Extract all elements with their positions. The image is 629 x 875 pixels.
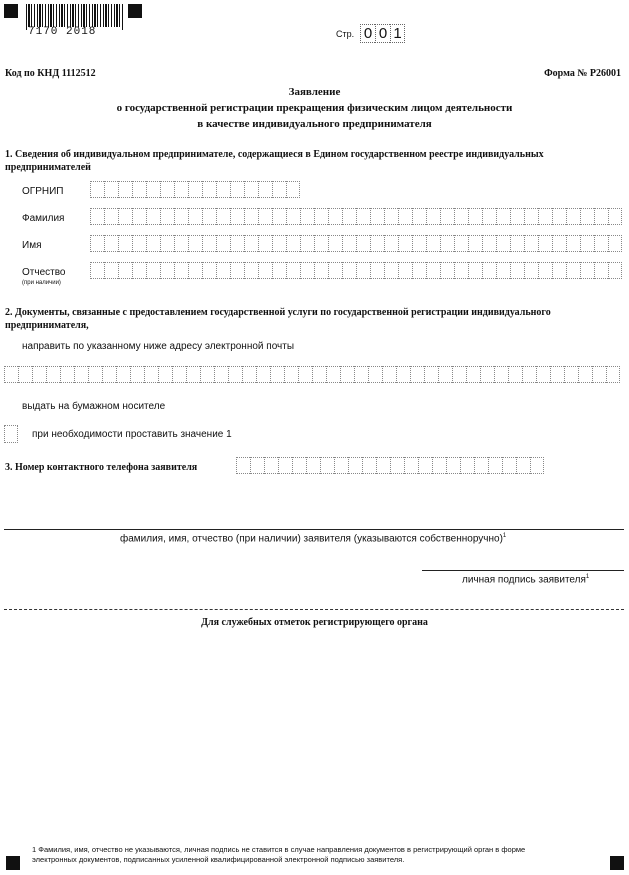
entry-cell[interactable] (258, 208, 272, 225)
entry-cell[interactable] (356, 208, 370, 225)
page-digit: 1 (390, 24, 405, 43)
entry-cell[interactable] (244, 208, 258, 225)
entry-cell[interactable] (132, 235, 146, 252)
entry-cell[interactable] (524, 262, 538, 279)
entry-cell[interactable] (580, 235, 594, 252)
entry-cell[interactable] (608, 208, 622, 225)
entry-cell[interactable] (412, 208, 426, 225)
entry-cell[interactable] (188, 208, 202, 225)
entry-cell[interactable] (104, 181, 118, 198)
entry-cell[interactable] (496, 262, 510, 279)
entry-cell[interactable] (160, 208, 174, 225)
entry-cell[interactable] (300, 235, 314, 252)
entry-cell[interactable] (396, 366, 410, 383)
fio-caption (120, 533, 506, 544)
entry-cell[interactable] (370, 262, 384, 279)
entry-cell[interactable] (482, 235, 496, 252)
surname-field[interactable] (90, 208, 622, 225)
entry-cell[interactable] (426, 208, 440, 225)
entry-cell[interactable] (356, 235, 370, 252)
entry-cell[interactable] (334, 457, 348, 474)
entry-cell[interactable] (426, 235, 440, 252)
entry-cell[interactable] (314, 235, 328, 252)
page-digit: 0 (375, 24, 390, 43)
entry-cell[interactable] (160, 235, 174, 252)
entry-cell[interactable] (216, 208, 230, 225)
sign-caption-text: личная подпись заявителя (462, 574, 586, 586)
personal-signature-line (422, 570, 624, 571)
entry-cell[interactable] (580, 208, 594, 225)
entry-cell[interactable] (306, 457, 320, 474)
sign-footnote-ref: 1 (585, 574, 590, 580)
entry-cell[interactable] (496, 208, 510, 225)
section1-heading: 1. Сведения об индивидуальном предпринимателе, содержащиеся в Едином государственном реестре индивидуальных предпринимателей (5, 149, 544, 173)
entry-cell[interactable] (342, 262, 356, 279)
ogrnip-label: ОГРНИП (22, 186, 64, 197)
entry-cell[interactable] (384, 262, 398, 279)
page-label: Стр. (336, 29, 355, 39)
entry-cell[interactable] (242, 366, 256, 383)
footnote: 1 Фамилия, имя, отчество не указываются, личная подпись не ставится в случае направления документов в регистрирующий орган в форме электронных документов, подписанных усиленной квалифицированной электронной подписью заявителя. (32, 845, 526, 864)
paper-option-label: выдать на бумажном носителе (22, 401, 166, 412)
corner-marker-top-barcode (128, 4, 142, 18)
entry-cell[interactable] (482, 208, 496, 225)
entry-cell[interactable] (440, 235, 454, 252)
entry-cell[interactable] (160, 181, 174, 198)
entry-cell[interactable] (74, 366, 88, 383)
entry-cell[interactable] (578, 366, 592, 383)
entry-cell[interactable] (468, 262, 482, 279)
entry-cell[interactable] (88, 366, 102, 383)
entry-cell[interactable] (516, 457, 530, 474)
entry-cell[interactable] (312, 366, 326, 383)
entry-cell[interactable] (258, 262, 272, 279)
entry-cell[interactable] (118, 235, 132, 252)
entry-cell[interactable] (272, 208, 286, 225)
entry-cell[interactable] (230, 208, 244, 225)
page-number-field[interactable] (360, 24, 405, 43)
entry-cell[interactable] (348, 457, 362, 474)
entry-cell[interactable] (328, 262, 342, 279)
entry-cell[interactable] (132, 181, 146, 198)
entry-cell[interactable] (60, 366, 74, 383)
title-line: о государственной регистрации прекращения физическим лицом деятельности (116, 102, 513, 114)
entry-cell[interactable] (454, 208, 468, 225)
title-line: Заявление (288, 86, 341, 98)
entry-cell[interactable] (270, 366, 284, 383)
entry-cell[interactable] (174, 235, 188, 252)
entry-cell[interactable] (592, 366, 606, 383)
entry-cell[interactable] (228, 366, 242, 383)
entry-cell[interactable] (90, 262, 104, 279)
sign-caption (462, 574, 589, 585)
entry-cell[interactable] (608, 235, 622, 252)
entry-cell[interactable] (494, 366, 508, 383)
entry-cell[interactable] (488, 457, 502, 474)
entry-cell[interactable] (298, 366, 312, 383)
document-title (0, 84, 629, 132)
entry-cell[interactable] (118, 262, 132, 279)
ogrnip-field[interactable] (90, 181, 300, 198)
entry-cell[interactable] (186, 366, 200, 383)
entry-cell[interactable] (522, 366, 536, 383)
entry-cell[interactable] (4, 366, 18, 383)
entry-cell[interactable] (326, 366, 340, 383)
entry-cell[interactable] (202, 208, 216, 225)
entry-cell[interactable] (524, 235, 538, 252)
entry-cell[interactable] (508, 366, 522, 383)
entry-cell[interactable] (172, 366, 186, 383)
entry-cell[interactable] (202, 181, 216, 198)
entry-cell[interactable] (524, 208, 538, 225)
entry-cell[interactable] (376, 457, 390, 474)
entry-cell[interactable] (342, 235, 356, 252)
entry-cell[interactable] (230, 181, 244, 198)
entry-cell[interactable] (510, 235, 524, 252)
section2-heading: 2. Документы, связанные с предоставлением государственной услуги по государственной регистрации индивидуального предпринимателя, (5, 307, 551, 331)
entry-cell[interactable] (188, 262, 202, 279)
entry-cell[interactable] (284, 366, 298, 383)
entry-cell[interactable] (272, 262, 286, 279)
entry-cell[interactable] (314, 262, 328, 279)
entry-cell[interactable] (90, 181, 104, 198)
entry-cell[interactable] (130, 366, 144, 383)
entry-cell[interactable] (314, 208, 328, 225)
entry-cell[interactable] (300, 262, 314, 279)
entry-cell[interactable] (552, 235, 566, 252)
entry-cell[interactable] (452, 366, 466, 383)
patronymic-field[interactable] (90, 262, 622, 279)
entry-cell[interactable] (104, 208, 118, 225)
entry-cell[interactable] (286, 262, 300, 279)
corner-marker-bottom-left (6, 856, 20, 870)
entry-cell[interactable] (146, 181, 160, 198)
barcode-number: 7170 2018 (28, 27, 122, 38)
entry-cell[interactable] (564, 366, 578, 383)
entry-cell[interactable] (362, 457, 376, 474)
entry-cell[interactable] (536, 366, 550, 383)
entry-cell[interactable] (272, 181, 286, 198)
entry-cell[interactable] (18, 366, 32, 383)
entry-cell[interactable] (264, 457, 278, 474)
entry-cell[interactable] (608, 262, 622, 279)
entry-cell[interactable] (244, 181, 258, 198)
entry-cell[interactable] (510, 262, 524, 279)
entry-cell[interactable] (230, 235, 244, 252)
entry-cell[interactable] (300, 208, 314, 225)
entry-cell[interactable] (258, 181, 272, 198)
entry-cell[interactable] (286, 208, 300, 225)
entry-cell[interactable] (594, 208, 608, 225)
entry-cell[interactable] (468, 235, 482, 252)
entry-cell[interactable] (244, 262, 258, 279)
entry-cell[interactable] (146, 235, 160, 252)
entry-cell[interactable] (146, 208, 160, 225)
entry-cell[interactable] (550, 366, 564, 383)
entry-cell[interactable] (356, 262, 370, 279)
entry-cell[interactable] (412, 262, 426, 279)
checkbox-hint: при необходимости проставить значение 1 (32, 429, 232, 440)
entry-cell[interactable] (410, 366, 424, 383)
surname-label: Фамилия (22, 213, 65, 224)
entry-cell[interactable] (174, 262, 188, 279)
entry-cell[interactable] (432, 457, 446, 474)
entry-cell[interactable] (446, 457, 460, 474)
entry-cell[interactable] (272, 235, 286, 252)
paper-option-checkbox[interactable] (4, 425, 18, 443)
service-heading: Для служебных отметок регистрирующего органа (201, 617, 428, 628)
entry-cell[interactable] (566, 208, 580, 225)
entry-cell[interactable] (382, 366, 396, 383)
entry-cell[interactable] (474, 457, 488, 474)
entry-cell[interactable] (132, 262, 146, 279)
entry-cell[interactable] (368, 366, 382, 383)
entry-cell[interactable] (258, 235, 272, 252)
entry-cell[interactable] (216, 235, 230, 252)
name-field[interactable] (90, 235, 622, 252)
entry-cell[interactable] (566, 235, 580, 252)
fio-caption-text: фамилия, имя, отчество (при наличии) заявителя (указываются собственноручно) (120, 533, 503, 545)
email-field[interactable] (4, 366, 620, 383)
entry-cell[interactable] (174, 181, 188, 198)
entry-cell[interactable] (236, 457, 250, 474)
entry-cell[interactable] (278, 457, 292, 474)
entry-cell[interactable] (384, 235, 398, 252)
entry-cell[interactable] (482, 262, 496, 279)
entry-cell[interactable] (502, 457, 516, 474)
entry-cell[interactable] (390, 457, 404, 474)
entry-cell[interactable] (418, 457, 432, 474)
entry-cell[interactable] (538, 235, 552, 252)
entry-cell[interactable] (216, 262, 230, 279)
entry-cell[interactable] (216, 181, 230, 198)
entry-cell[interactable] (328, 235, 342, 252)
entry-cell[interactable] (384, 208, 398, 225)
entry-cell[interactable] (340, 366, 354, 383)
entry-cell[interactable] (342, 208, 356, 225)
entry-cell[interactable] (158, 366, 172, 383)
entry-cell[interactable] (552, 262, 566, 279)
entry-cell[interactable] (370, 208, 384, 225)
patronymic-label: Отчество (22, 267, 66, 278)
entry-cell[interactable] (230, 262, 244, 279)
form-number: Форма № Р26001 (544, 68, 621, 79)
entry-cell[interactable] (104, 262, 118, 279)
entry-cell[interactable] (424, 366, 438, 383)
entry-cell[interactable] (118, 208, 132, 225)
entry-cell[interactable] (256, 366, 270, 383)
entry-cell[interactable] (398, 235, 412, 252)
entry-cell[interactable] (370, 235, 384, 252)
entry-cell[interactable] (214, 366, 228, 383)
entry-cell[interactable] (530, 457, 544, 474)
entry-cell[interactable] (454, 235, 468, 252)
entry-cell[interactable] (566, 262, 580, 279)
corner-marker-top-left (4, 4, 18, 18)
entry-cell[interactable] (250, 457, 264, 474)
entry-cell[interactable] (32, 366, 46, 383)
entry-cell[interactable] (480, 366, 494, 383)
entry-cell[interactable] (594, 235, 608, 252)
entry-cell[interactable] (594, 262, 608, 279)
entry-cell[interactable] (116, 366, 130, 383)
entry-cell[interactable] (606, 366, 620, 383)
entry-cell[interactable] (118, 181, 132, 198)
entry-cell[interactable] (538, 208, 552, 225)
entry-cell[interactable] (46, 366, 60, 383)
entry-cell[interactable] (132, 208, 146, 225)
entry-cell[interactable] (412, 235, 426, 252)
section3-heading: 3. Номер контактного телефона заявителя (5, 462, 198, 473)
knd-code: Код по КНД 1112512 (5, 68, 96, 79)
email-option-label: направить по указанному ниже адресу электронной почты (22, 341, 295, 352)
entry-cell[interactable] (90, 235, 104, 252)
entry-cell[interactable] (440, 262, 454, 279)
entry-cell[interactable] (188, 181, 202, 198)
fio-footnote-ref: 1 (502, 533, 507, 539)
entry-cell[interactable] (202, 262, 216, 279)
entry-cell[interactable] (496, 235, 510, 252)
entry-cell[interactable] (320, 457, 334, 474)
name-label: Имя (22, 240, 42, 251)
entry-cell[interactable] (440, 208, 454, 225)
corner-marker-bottom-right (610, 856, 624, 870)
entry-cell[interactable] (200, 366, 214, 383)
entry-cell[interactable] (144, 366, 158, 383)
entry-cell[interactable] (510, 208, 524, 225)
entry-cell[interactable] (146, 262, 160, 279)
entry-cell[interactable] (404, 457, 418, 474)
entry-cell[interactable] (102, 366, 116, 383)
entry-cell[interactable] (580, 262, 594, 279)
entry-cell[interactable] (328, 208, 342, 225)
entry-cell[interactable] (460, 457, 474, 474)
entry-cell[interactable] (202, 235, 216, 252)
page-digit: 0 (360, 24, 375, 43)
entry-cell[interactable] (468, 208, 482, 225)
entry-cell[interactable] (286, 235, 300, 252)
entry-cell[interactable] (454, 262, 468, 279)
entry-cell[interactable] (90, 208, 104, 225)
entry-cell[interactable] (286, 181, 300, 198)
patronymic-note: (при наличии) (22, 280, 61, 286)
entry-cell[interactable] (398, 262, 412, 279)
entry-cell[interactable] (160, 262, 174, 279)
entry-cell[interactable] (466, 366, 480, 383)
service-separator (4, 609, 624, 610)
entry-cell[interactable] (426, 262, 440, 279)
phone-field[interactable] (236, 457, 544, 474)
entry-cell[interactable] (398, 208, 412, 225)
entry-cell[interactable] (104, 235, 118, 252)
entry-cell[interactable] (174, 208, 188, 225)
entry-cell[interactable] (538, 262, 552, 279)
title-line: в качестве индивидуального предпринимателя (197, 118, 432, 130)
entry-cell[interactable] (438, 366, 452, 383)
entry-cell[interactable] (292, 457, 306, 474)
entry-cell[interactable] (354, 366, 368, 383)
entry-cell[interactable] (244, 235, 258, 252)
entry-cell[interactable] (188, 235, 202, 252)
entry-cell[interactable] (552, 208, 566, 225)
fio-signature-line (4, 529, 624, 530)
